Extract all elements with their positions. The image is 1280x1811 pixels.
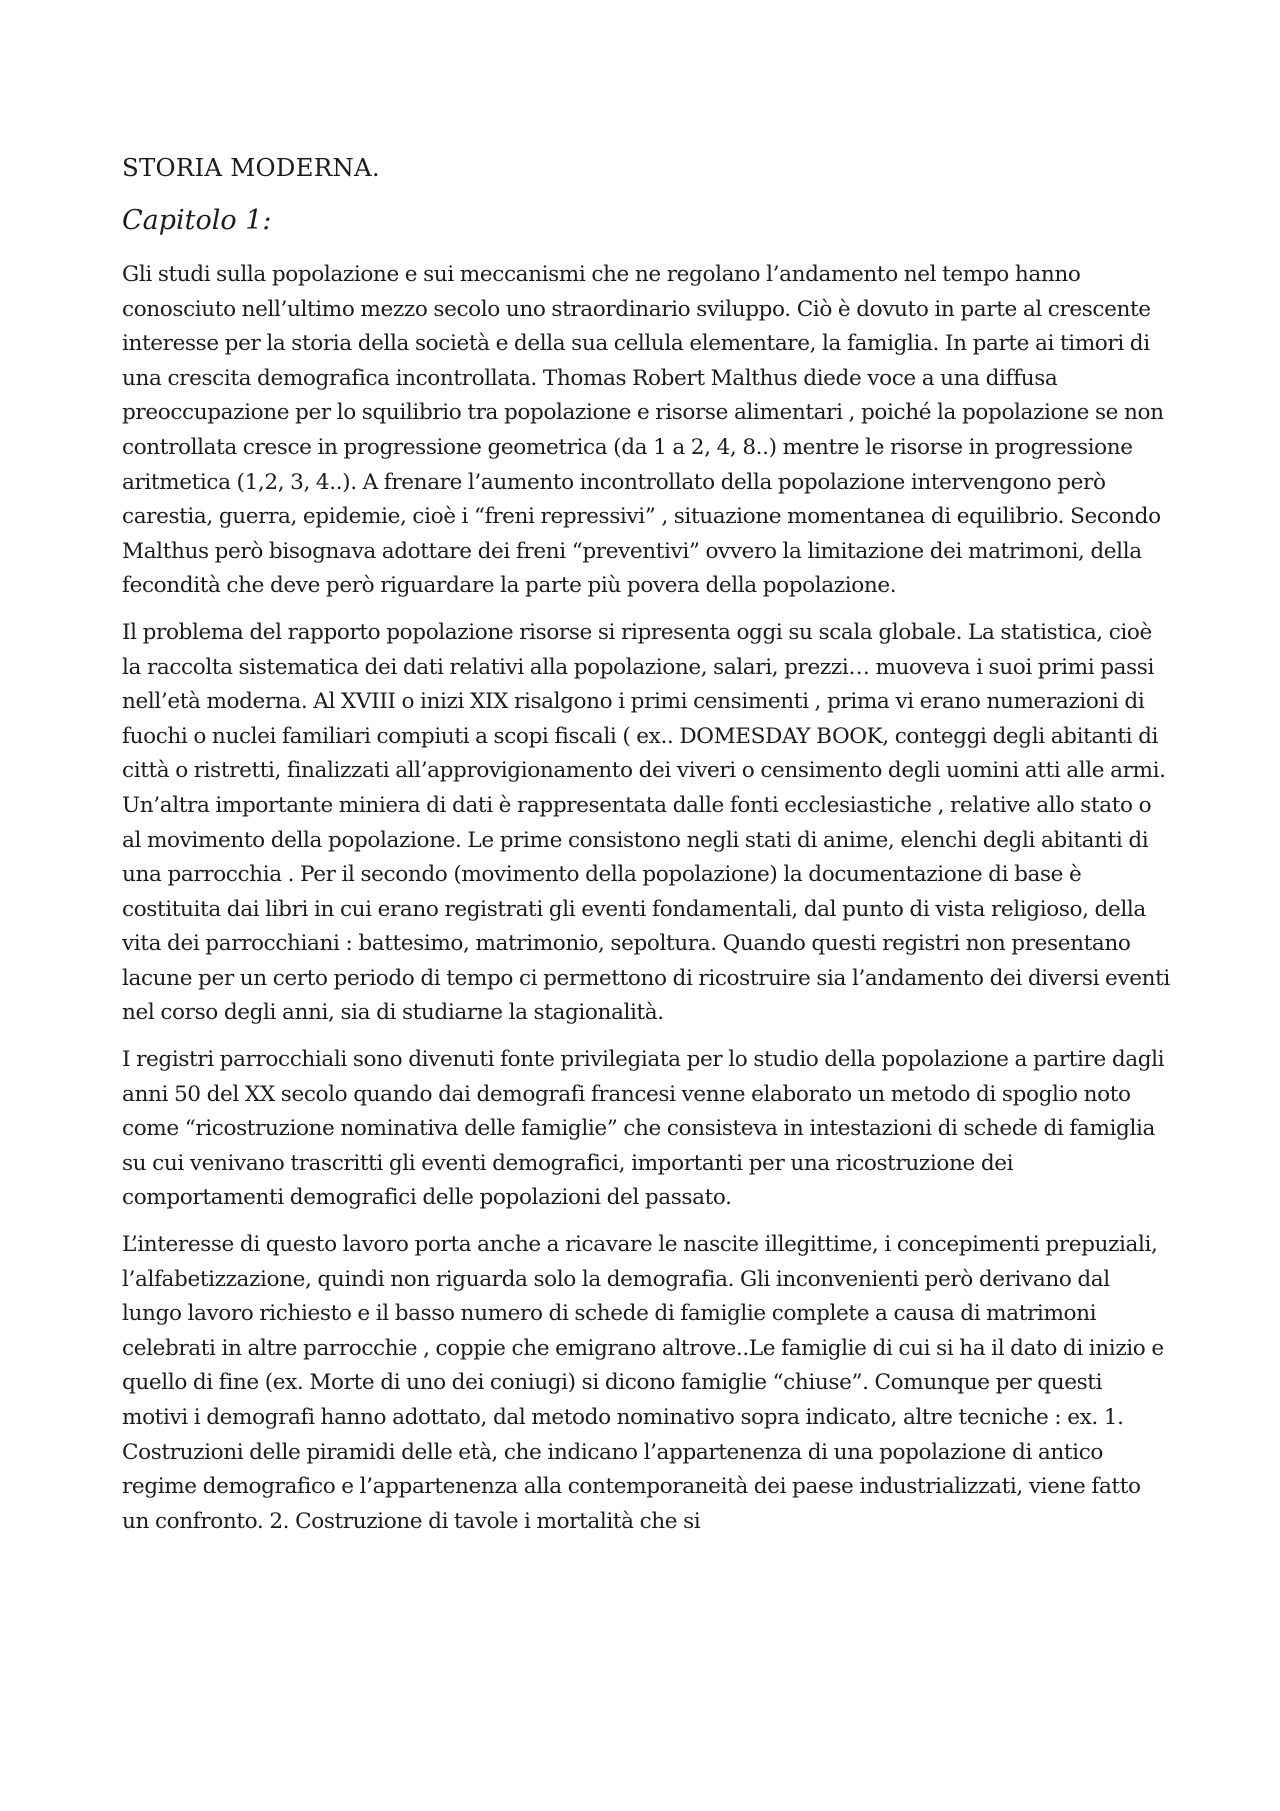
paragraph-method-limits: L’interesse di questo lavoro porta anche a ricavare le nascite illegittime, i concepimenti prepuziali, l’alfabetizzazione, quindi non riguarda solo la demografia. Gli inconvenienti però derivano dal lungo lavoro richiesto e il basso numero di schede di famiglie complete a causa di matrimoni celebrati in altre parrocchie , coppie che emigrano altrove..Le famiglie di cui si ha il dato di inizio e quello di fine (ex. Morte di uno dei coniugi) si dicono famiglie “chiuse”. Comunque per questi motivi i demografi hanno adottato, dal metodo nominativo sopra indicato, altre tecniche : ex. 1. Costruzioni delle piramidi delle età, che indicano l’appartenenza di una popolazione di antico regime demografico e l’appartenenza alla contemporaneità dei paese industrializzati, viene fatto un confronto. 2. Costruzione di tavole i mortalità che si	[122, 1232, 1164, 1534]
paragraph-parish-registers: I registri parrocchiali sono divenuti fonte privilegiata per lo studio della popolazione a partire dagli anni 50 del XX secolo quando dai demografi francesi venne elaborato un metodo di spoglio noto come “ricostruzione nominativa delle famiglie” che consisteva in intestazioni di schede di famiglia su cui venivano trascritti gli eventi demografici, importanti per una ricostruzione dei comportamenti demografici delle popolazioni del passato.	[122, 1047, 1165, 1211]
document-body	[122, 150, 1172, 1539]
paragraph-malthus: Gli studi sulla popolazione e sui meccanismi che ne regolano l’andamento nel tempo hanno conosciuto nell’ultimo mezzo secolo uno straordinario sviluppo. Ciò è dovuto in parte al crescente interesse per la storia della società e della sua cellula elementare, la famiglia. In parte ai timori di una crescita demografica incontrollata. Thomas Robert Malthus diede voce a una diffusa preoccupazione per lo squilibrio tra popolazione e risorse alimentari , poiché la popolazione se non controllata cresce in progressione geometrica (da 1 a 2, 4, 8..) mentre le risorse in progressione aritmetica (1,2, 3, 4..). A frenare l’aumento incontrollato della popolazione intervengono però carestia, guerra, epidemie, cioè i “freni repressivi” , situazione momentanea di equilibrio. Secondo Malthus però bisognava adottare dei freni “preventivi” ovvero la limitazione dei matrimoni, della fecondità che deve però riguardare la parte più povera della popolazione.	[122, 262, 1164, 599]
document-title: STORIA MODERNA.	[122, 153, 380, 182]
paragraph-statistics-sources: Il problema del rapporto popolazione risorse si ripresenta oggi su scala globale. La statistica, cioè la raccolta sistematica dei dati relativi alla popolazione, salari, prezzi… muoveva i suoi primi passi nell’età moderna. Al XVIII o inizi XIX risalgono i primi censimenti , prima vi erano numerazioni di fuochi o nuclei familiari compiuti a scopi fiscali ( ex.. DOMESDAY BOOK, conteggi degli abitanti di città o ristretti, finalizzati all’approvigionamento dei viveri o censimento degli uomini atti alle armi. Un’altra importante miniera di dati è rappresentata dalle fonti ecclesiastiche , relative allo stato o al movimento della popolazione. Le prime consistono negli stati di anime, elenchi degli abitanti di una parrocchia . Per il secondo (movimento della popolazione) la documentazione di base è costituita dai libri in cui erano registrati gli eventi fondamentali, dal punto di vista religioso, della vita dei parrocchiani : battesimo, matrimonio, sepoltura. Quando questi registri non presentano lacune per un certo periodo di tempo ci permettono di ricostruire sia l’andamento dei diversi eventi nel corso degli anni, sia di studiarne la stagionalità.	[122, 619, 1170, 1026]
chapter-heading: Capitolo 1:	[122, 205, 272, 236]
